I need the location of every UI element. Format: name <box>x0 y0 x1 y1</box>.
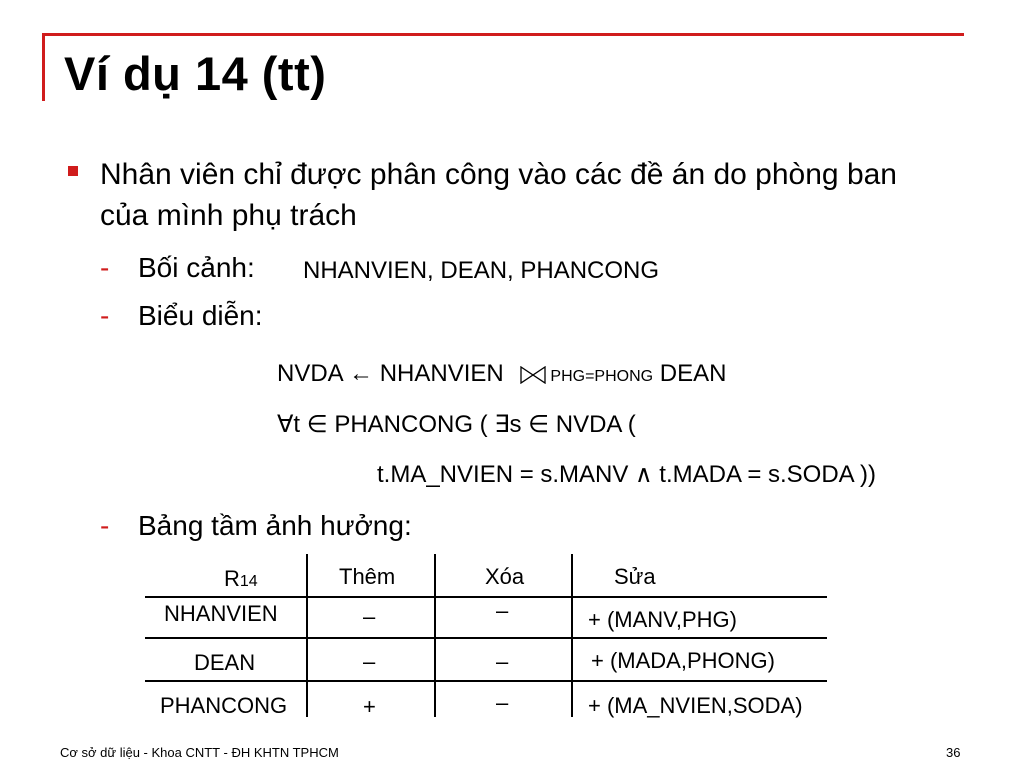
join-icon <box>520 366 546 384</box>
assign-arrow: ← <box>349 360 374 387</box>
table-rule <box>145 637 827 639</box>
context-value: NHANVIEN, DEAN, PHANCONG <box>303 257 660 284</box>
row-phancong-sua: + (MA_NVIEN,SODA) <box>588 693 803 718</box>
row-dean-them: – <box>363 649 376 674</box>
page-number: 36 <box>946 745 961 760</box>
table-label: Bảng tầm ảnh hưởng: <box>138 510 412 541</box>
row-nhanvien-xoa: – <box>496 598 509 623</box>
title-frame-top <box>42 33 964 36</box>
bullet-square-icon <box>68 166 78 176</box>
row-dean-xoa: – <box>496 649 509 674</box>
title-frame-left <box>42 33 45 101</box>
formula-nhanvien: NHANVIEN <box>379 360 504 387</box>
header-r14 <box>224 566 258 592</box>
formula-line-2: ∀t ∈ PHANCONG ( ∃s ∈ NVDA ( <box>277 411 636 438</box>
table-rule <box>145 596 827 598</box>
header-them: Thêm <box>339 564 396 589</box>
representation-label: Biểu diễn: <box>138 300 263 331</box>
table-col-rule <box>306 554 308 717</box>
row-phancong-name: PHANCONG <box>160 693 288 718</box>
slide-title: Ví dụ 14 (tt) <box>64 47 327 100</box>
main-bullet-text: Nhân viên chỉ được phân công vào các đề án do phòng ban của mình phụ trách <box>100 158 897 232</box>
header-r14-text: R14 <box>224 566 258 591</box>
dash-icon: - <box>100 510 110 541</box>
table-col-rule <box>571 554 573 717</box>
row-dean-name: DEAN <box>194 650 256 675</box>
formula-line-3: t.MA_NVIEN = s.MANV ∧ t.MADA = s.SODA )) <box>377 461 877 488</box>
join-condition: PHG=PHONG <box>550 368 654 385</box>
row-nhanvien-name: NHANVIEN <box>164 601 278 626</box>
context-label: Bối cảnh: <box>138 252 255 283</box>
header-xoa: Xóa <box>485 564 525 589</box>
row-nhanvien-sua: + (MANV,PHG) <box>588 607 737 632</box>
row-phancong-xoa: – <box>496 690 509 715</box>
table-col-rule <box>434 554 436 717</box>
dash-icon: - <box>100 300 110 331</box>
table-rule <box>145 680 827 682</box>
header-sua: Sửa <box>614 564 656 589</box>
formula-dean: DEAN <box>659 360 727 387</box>
formula-line-1 <box>277 360 726 388</box>
formula-nvda: NVDA <box>277 360 343 387</box>
footer-text: Cơ sở dữ liệu - Khoa CNTT - ĐH KHTN TPHCM <box>60 745 339 760</box>
row-nhanvien-them: – <box>363 604 376 629</box>
row-dean-sua: + (MADA,PHONG) <box>591 648 775 673</box>
dash-icon: - <box>100 252 110 283</box>
row-phancong-them: + <box>363 694 376 719</box>
